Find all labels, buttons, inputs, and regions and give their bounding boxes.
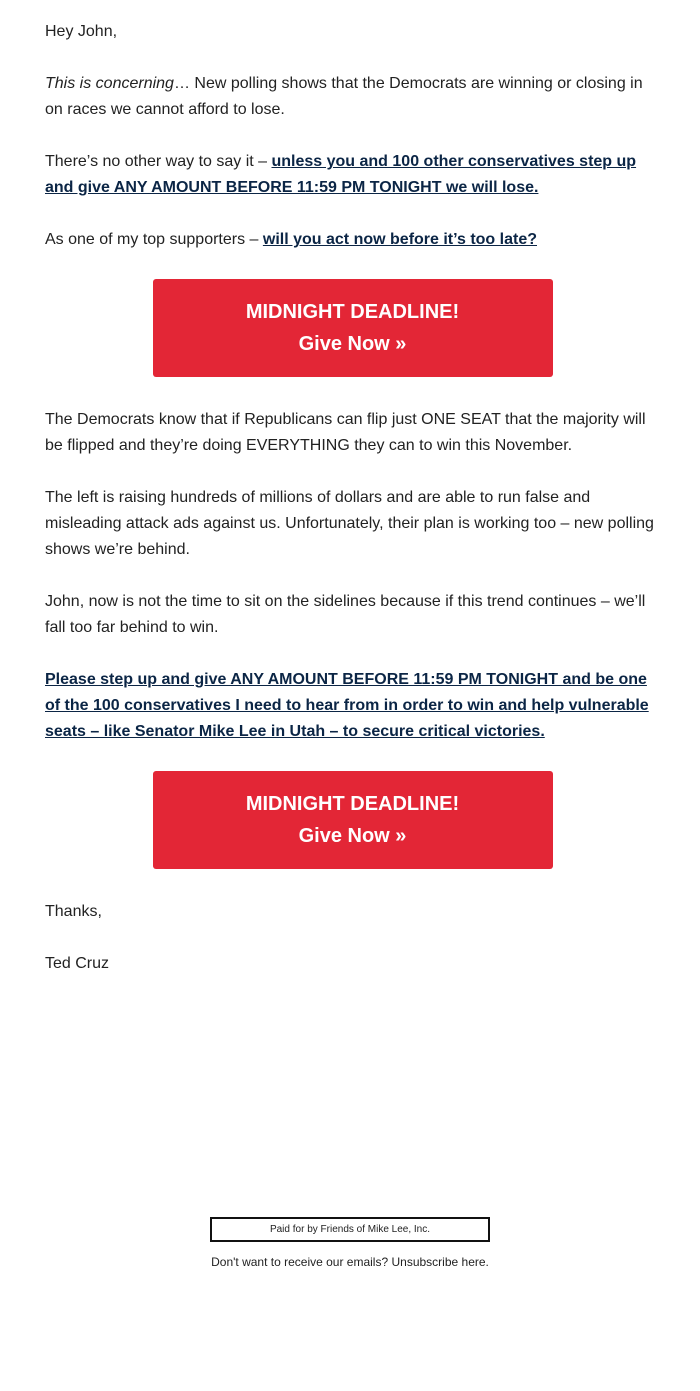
give-now-button-top-line2: Give Now » xyxy=(298,333,407,355)
unsubscribe-row xyxy=(0,1255,700,1269)
give-now-button-bottom[interactable] xyxy=(153,771,553,869)
paragraph-polling xyxy=(45,71,660,123)
paragraph-polling-text: … New polling shows that the Democrats are winning or closing in on races we cannot afford to lose. xyxy=(45,75,643,118)
signoff: Thanks, xyxy=(45,903,102,920)
paragraph-step-up xyxy=(45,667,660,745)
paragraph-raising-millions: The left is raising hundreds of millions of dollars and are able to run false and misleading attack ads against us. Unfortunately, their plan is working too – new polling shows we’re behind. xyxy=(45,489,654,558)
donate-link-step-up[interactable]: Please step up and give ANY AMOUNT BEFORE 11:59 PM TONIGHT and be one of the 100 conservatives I need to hear from in order to win and help vulnerable seats – like Senator Mike Lee in Utah – to secure critical victories. xyxy=(45,671,649,740)
signature: Ted Cruz xyxy=(45,955,110,972)
donate-link-act-now[interactable]: will you act now before it’s too late? xyxy=(262,231,537,248)
give-now-button-bottom-line1: MIDNIGHT DEADLINE! xyxy=(245,793,460,815)
unsubscribe-link[interactable]: Don't want to receive our emails? Unsubscribe here. xyxy=(211,1255,489,1269)
email-footer xyxy=(0,1217,700,1269)
donate-link-lose[interactable]: unless you and 100 other conservatives step up and give ANY AMOUNT BEFORE 11:59 PM TONIGHT we will lose. xyxy=(45,153,637,196)
paid-for-disclaimer: Paid for by Friends of Mike Lee, Inc. xyxy=(210,1217,490,1242)
cta-wrapper-bottom xyxy=(45,771,660,869)
paragraph-no-other-way-text: There’s no other way to say it – xyxy=(45,153,272,170)
paragraph-top-supporters xyxy=(45,227,660,253)
give-now-button-top-line1: MIDNIGHT DEADLINE! xyxy=(245,301,460,323)
email-content xyxy=(45,19,660,1003)
paragraph-no-other-way xyxy=(45,149,660,201)
paragraph-one-seat: The Democrats know that if Republicans can flip just ONE SEAT that the majority will be flipped and they’re doing EVERYTHING they can to win this November. xyxy=(45,411,646,454)
paragraph-top-supporters-text: As one of my top supporters – xyxy=(45,231,263,248)
paragraph-polling-italic: This is concerning xyxy=(45,75,174,92)
paragraph-sidelines: John, now is not the time to sit on the sidelines because if this trend continues – we’ll fall too far behind to win. xyxy=(45,593,646,636)
give-now-button-top[interactable] xyxy=(153,279,553,377)
give-now-button-bottom-line2: Give Now » xyxy=(298,825,407,847)
greeting: Hey John, xyxy=(45,23,118,40)
cta-wrapper-top xyxy=(45,279,660,377)
